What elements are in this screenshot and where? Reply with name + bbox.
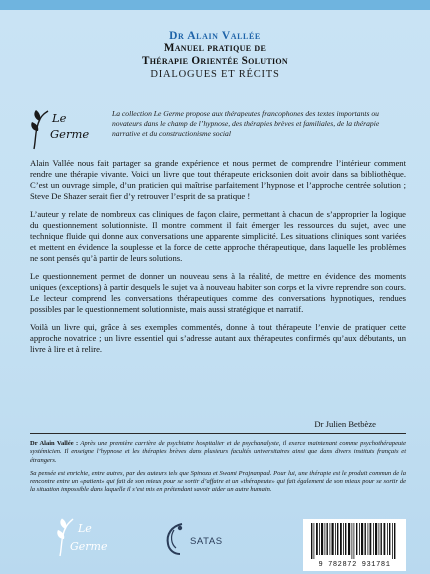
book-title-line1: Manuel pratique de bbox=[163, 42, 267, 54]
paragraph-3: Le questionnement permet de donner un nouveau sens à la réalité, de mettre en évidence des moments uniques (exceptions) à partir desquels le sujet va à nouveau habiter son corps et la vivre reprendre son cours. Le lecteur comprend les conversations thérapeutiques comme des conversations hypnotiques, rendues possibles par le questionnement solutionniste, mais aussi stratégique et narratif. bbox=[30, 271, 406, 314]
leaf-icon bbox=[30, 109, 52, 151]
divider bbox=[30, 433, 406, 434]
collection-description: La collection Le Germe propose aux thérapeutes francophones des textes importants ou novateurs dans le champ de l’hypnose, des thérapies brèves et familiales, de la thérapie narrative et du constructionisme social bbox=[112, 109, 380, 138]
main-text bbox=[30, 158, 406, 362]
bio-author-name: Dr Alain Vallée : bbox=[30, 440, 79, 447]
le-germe-logo bbox=[30, 109, 100, 151]
bio-text-1: Après une première carrière de psychiatre hospitalier et de psychanalyste, il exerce maintenant comme psychothérapeute systémicien. Il enseigne l’hypnose et les thérapies brèves dans plusieurs facultés universitaires ainsi que dans divers instituts français et étrangers. bbox=[30, 440, 406, 464]
author-name: Dr Alain Vallée bbox=[169, 30, 261, 42]
footer-logo-le: Le bbox=[78, 522, 92, 535]
author-bio bbox=[30, 440, 406, 500]
book-title-line2: Thérapie Orientée Solution bbox=[141, 55, 289, 67]
publisher-name: SATAS bbox=[190, 536, 223, 547]
logo-germe-text: Germe bbox=[50, 127, 90, 141]
satas-emblem-icon bbox=[160, 520, 188, 558]
bio-paragraph-2: Sa pensée est enrichie, entre autres, par des auteurs tels que Spinoza et Swami Prajnanpad. Pour lui, une thérapie est le produit commun de la rencontre entre un «patient» qui fait de son mieux pour se sortir d’affaire et un «thérapeute» qui fait également de son mieux pour se sortir de la situation impossible dans laquelle il s’est mis en prétendant savoir aider un autre humain. bbox=[30, 469, 406, 494]
footer-logo-germe: Germe bbox=[70, 540, 108, 553]
logo-le-text: Le bbox=[52, 111, 67, 125]
paragraph-2: L’auteur y relate de nombreux cas cliniques de façon claire, permettant à chacun de s’approprier la logique du questionnement solutionniste. Il montre comment il fait émerger les ressources du sujet, avec une technique fluide qui donne aux conversations une apparente simplicité. Les situations cliniques sont variées et mettent en évidence la souplesse et la force de cette approche thérapeutique, dans laquelle les problèmes ne sont pensés qu’à partir de leurs solutions. bbox=[30, 209, 406, 263]
isbn-number: 9 782872 931781 bbox=[318, 561, 391, 569]
header bbox=[0, 30, 430, 81]
barcode bbox=[303, 519, 406, 571]
collection-block bbox=[30, 109, 406, 151]
barcode-bars-icon bbox=[303, 519, 406, 561]
paragraph-4: Voilà un livre qui, grâce à ses exemples commentés, donne à tout thérapeute l’envie de pratiquer cette approche novatrice ; un livre essentiel qui s’adresse autant aux thérapeutes confirmés qu’aux débutants, un livre à lire et à relire. bbox=[30, 322, 406, 354]
paragraph-1: Alain Vallée nous fait partager sa grande expérience et nous permet de comprendre l’intérieur comment rendre une thérapie vivante. Voici un livre que tout thérapeute ericksonien doit avoir dans sa bibliothèque. C’est un ouvrage simple, d’un praticien qui maîtrise parfaitement l’hypnose et l’approche centrée solution ; Steve De Shazer serait fier d’y retrouver l’esprit de sa pratique ! bbox=[30, 158, 406, 201]
book-subtitle: DIALOGUES ET RÉCITS bbox=[150, 69, 280, 80]
satas-logo bbox=[160, 520, 236, 558]
bio-paragraph-1 bbox=[30, 440, 406, 465]
signature: Dr Julien Betbèze bbox=[314, 419, 376, 429]
